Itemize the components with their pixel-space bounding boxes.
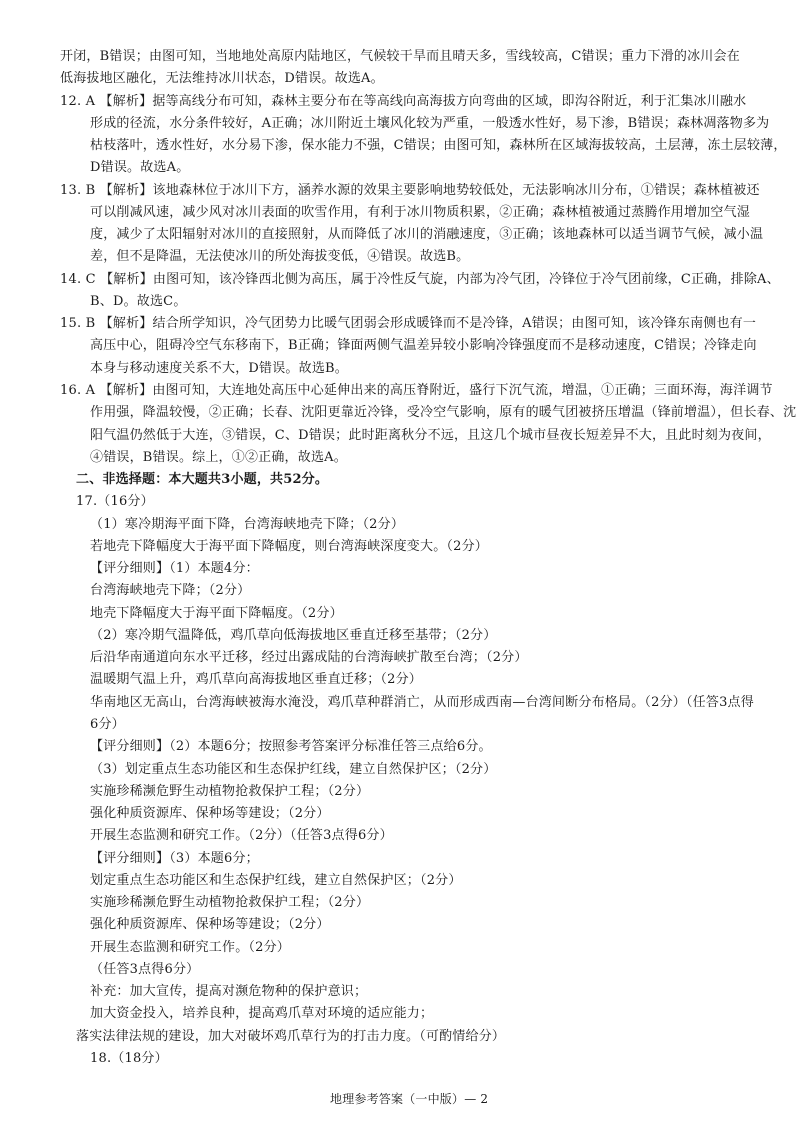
text-line: 15. B 【解析】结合所学知识，冷气团势力比暖气团弱会形成暖锋而不是冷锋，A错误；由图可知，该冷锋东南侧也有一 (60, 316, 757, 331)
text-line: 【评分细则】（3）本题6分； (90, 851, 259, 866)
text-line: 【评分细则】（1）本题4分： (90, 561, 259, 576)
question-heading: 落实法律法规的建设，加大对破坏鸡爪草行为的打击力度。（可酌情给分） (76, 1029, 506, 1044)
text-line: 阳气温仍然低于大连，③错误，C、D错误；此时距离秋分不远，且这几个城市昼夜长短差异不大，且此时刻为夜间， (90, 428, 771, 443)
text-line: 开展生态监测和研究工作。（2分）（任答3点得6分） (90, 828, 393, 843)
text-line: 度，减少了太阳辐射对冰川的直接照射，从而降低了冰川的消融速度，③正确；该地森林可以适当调节气候，减小温 (90, 227, 764, 242)
text-line: 作用强，降温较慢，②正确；长春、沈阳更靠近冷锋，受冷空气影响，原有的暖气团被挤压增温（锋前增温），但长春、沈 (90, 405, 797, 420)
text-line: 台湾海峡地壳下降；（2分） (90, 583, 251, 598)
text-line: 温暖期气温上升，鸡爪草向高海拔地区垂直迁移；（2分） (90, 672, 422, 687)
text-line: （任答3点得6分） (90, 962, 200, 977)
text-line: 开闭，B错误；由图可知，当地地处高原内陆地区，气候较干旱而且晴天多，雪线较高，C错误；重力下滑的冰川会在 (60, 49, 740, 64)
text-line: 开展生态监测和研究工作。（2分） (90, 940, 290, 955)
question-heading: 17.（16分） (76, 494, 154, 509)
text-line: 划定重点生态功能区和生态保护红线，建立自然保护区；（2分） (90, 873, 462, 888)
text-line: 加大资金投入，培养良种，提高鸡爪草对环境的适应能力； (90, 1006, 434, 1021)
text-line: 强化种质资源库、保种场等建设；（2分） (90, 917, 330, 932)
text-line: B、D。故选C。 (90, 294, 187, 309)
text-line: 后沿华南通道向东水平迁移，经过出露成陆的台湾海峡扩散至台湾；（2分） (90, 650, 528, 665)
text-line: 若地壳下降幅度大于海平面下降幅度，则台湾海峡深度变大。（2分） (90, 539, 488, 554)
text-line: 地壳下降幅度大于海平面下降幅度。（2分） (90, 606, 343, 621)
text-line: 补充：加大宣传，提高对濒危物种的保护意识； (90, 984, 368, 999)
page-footer: 地理参考答案（一中版）— 2 (330, 1092, 489, 1106)
text-line: 差，但不是降温，无法使冰川的所处海拔变低，④错误。故选B。 (90, 249, 470, 264)
text-line: 枯枝落叶，透水性好，水分易下渗，保水能力不强，C错误；由图可知，森林所在区域海拔较高，土层薄，冻土层较薄， (90, 138, 787, 153)
text-line: 可以削减风速，减少风对冰川表面的吹雪作用，有利于冰川物质积累，②正确；森林植被通过蒸腾作用增加空气湿 (90, 205, 751, 220)
text-line: 本身与移动速度关系不大，D错误。故选B。 (90, 361, 348, 376)
text-line: 实施珍稀濒危野生动植物抢救保护工程；（2分） (90, 895, 370, 910)
text-line: D错误。故选A。 (90, 160, 190, 175)
text-line: 6分） (90, 717, 125, 732)
text-line: 低海拔地区融化，无法维持冰川状态，D错误。故选A。 (60, 71, 384, 86)
text-line: 16. A 【解析】由图可知，大连地处高压中心延伸出来的高压脊附近，盛行下沉气流，增温，①正确；三面环海，海洋调节 (60, 383, 773, 398)
text-line: 13. B 【解析】该地森林位于冰川下方，涵养水源的效果主要影响地势较低处，无法影响冰川分布，①错误；森林植被还 (60, 183, 760, 198)
section-heading: 二、非选择题：本大题共3小题，共52分。 (76, 472, 329, 487)
text-line: 形成的径流，水分条件较好，A正确；冰川附近土壤风化较为严重，一般透水性好，易下渗，B错误；森林凋落物多为 (90, 116, 770, 131)
text-line: 实施珍稀濒危野生动植物抢救保护工程；（2分） (90, 784, 370, 799)
text-line: 18.（18分） (90, 1051, 168, 1066)
text-line: （3）划定重点生态功能区和生态保护红线，建立自然保护区；（2分） (90, 762, 497, 777)
text-line: 【评分细则】（2）本题6分；按照参考答案评分标准任答三点给6分。 (90, 739, 492, 754)
text-line: （1）寒冷期海平面下降，台湾海峡地壳下降；（2分） (90, 517, 405, 532)
text-line: 12. A 【解析】据等高线分布可知，森林主要分布在等高线向高海拔方向弯曲的区域，即沟谷附近，利于汇集冰川融水 (60, 94, 747, 109)
text-line: 14. C 【解析】由图可知，该冷锋西北侧为高压，属于冷性反气旋，内部为冷气团，冷锋位于冷气团前缘，C正确，排除A、 (60, 272, 780, 287)
text-line: （2）寒冷期气温降低，鸡爪草向低海拔地区垂直迁移至基带；（2分） (90, 628, 497, 643)
text-line: ④错误，B错误。综上，①②正确，故选A。 (90, 450, 347, 465)
text-line: 华南地区无高山，台湾海峡被海水淹没，鸡爪草种群消亡，从而形成西南—台湾间断分布格局。（2分）（任答3点得 (90, 695, 754, 710)
text-line: 强化种质资源库、保种场等建设；（2分） (90, 806, 330, 821)
text-line: 高压中心，阻碍冷空气东移南下，B正确；锋面两侧气温差异较小影响冷锋强度而不是移动速度，C错误；冷锋走向 (90, 338, 757, 353)
